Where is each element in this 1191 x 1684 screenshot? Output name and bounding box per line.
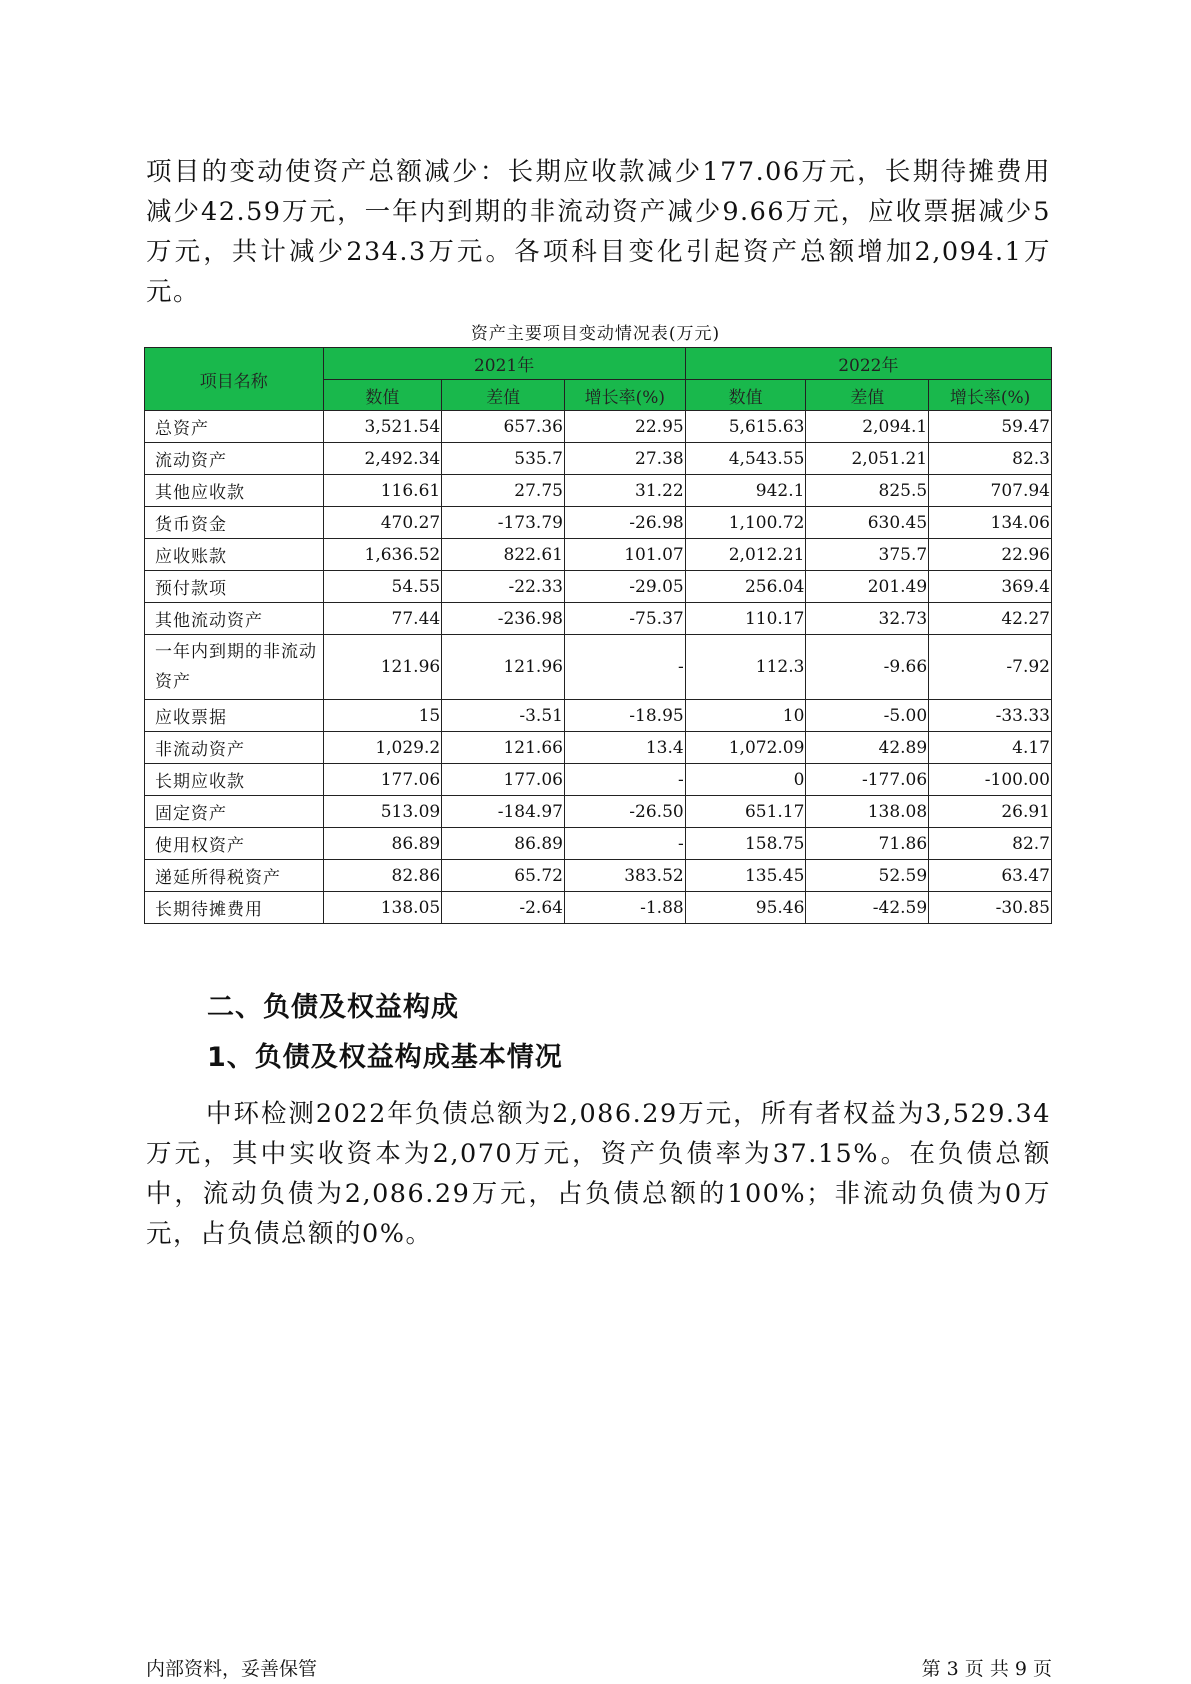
row-item-name: 应收票据 (145, 700, 324, 732)
row-value-cell: -42.59 (806, 892, 929, 924)
row-value-cell: -184.97 (442, 796, 565, 828)
header-growth-2021: 增长率(%) (564, 380, 685, 411)
row-item-name: 其他应收款 (145, 475, 324, 507)
table-row (145, 571, 1052, 603)
row-item-name: 货币资金 (145, 507, 324, 539)
row-value-cell: 71.86 (806, 828, 929, 860)
row-item-name: 其他流动资产 (145, 603, 324, 635)
row-value-cell: 134.06 (929, 507, 1052, 539)
row-value-cell: 1,100.72 (685, 507, 806, 539)
row-value-cell: 513.09 (323, 796, 442, 828)
table-row (145, 700, 1052, 732)
row-value-cell: 651.17 (685, 796, 806, 828)
row-item-name: 使用权资产 (145, 828, 324, 860)
table-row (145, 539, 1052, 571)
row-value-cell: 121.66 (442, 732, 565, 764)
row-value-cell: 1,636.52 (323, 539, 442, 571)
footer-confidential-note: 内部资料，妥善保管 (146, 1658, 318, 1680)
row-item-name: 总资产 (145, 411, 324, 443)
row-value-cell: 59.47 (929, 411, 1052, 443)
row-item-name: 预付款项 (145, 571, 324, 603)
row-value-cell: 138.05 (323, 892, 442, 924)
row-value-cell: 31.22 (564, 475, 685, 507)
row-value-cell: 135.45 (685, 860, 806, 892)
table-row (145, 475, 1052, 507)
row-value-cell: 10 (685, 700, 806, 732)
row-value-cell: 177.06 (323, 764, 442, 796)
row-value-cell: 822.61 (442, 539, 565, 571)
header-year-2021: 2021年 (323, 348, 685, 380)
table-row (145, 732, 1052, 764)
row-value-cell: -26.50 (564, 796, 685, 828)
footer-page-number: 第 3 页 共 9 页 (921, 1658, 1052, 1680)
table-row (145, 507, 1052, 539)
row-value-cell: -2.64 (442, 892, 565, 924)
row-value-cell: 2,492.34 (323, 443, 442, 475)
asset-change-table (144, 347, 1052, 924)
row-value-cell: -100.00 (929, 764, 1052, 796)
row-value-cell: 177.06 (442, 764, 565, 796)
section-heading: 二、负债及权益构成 (207, 992, 459, 1023)
body-paragraph: 中环检测2022年负债总额为2,086.29万元，所有者权益为3,529.34万元，其中实收资本为2,070万元，资产负债率为37.15%。在负债总额中，流动负债为2,086.29万元，占负债总额的100%；非流动负债为0万元，占负债总额的0%。 (146, 1099, 1051, 1249)
row-value-cell: 3,521.54 (323, 411, 442, 443)
row-value-cell: 13.4 (564, 732, 685, 764)
table-row (145, 603, 1052, 635)
row-value-cell: 707.94 (929, 475, 1052, 507)
row-value-cell: -5.00 (806, 700, 929, 732)
row-value-cell: - (564, 764, 685, 796)
row-value-cell: -26.98 (564, 507, 685, 539)
row-value-cell: -30.85 (929, 892, 1052, 924)
intro-paragraph: 项目的变动使资产总额减少：长期应收款减少177.06万元，长期待摊费用减少42.59万元，一年内到期的非流动资产减少9.66万元，应收票据减少5万元，共计减少234.3万元。各项科目变化引起资产总额增加2,094.1万元。 (146, 157, 1051, 307)
table-row (145, 860, 1052, 892)
table-row (145, 443, 1052, 475)
row-value-cell: -75.37 (564, 603, 685, 635)
row-value-cell: 0 (685, 764, 806, 796)
row-value-cell: 1,029.2 (323, 732, 442, 764)
row-item-name: 一年内到期的非流动资产 (145, 635, 324, 700)
row-value-cell: 375.7 (806, 539, 929, 571)
row-value-cell: 2,012.21 (685, 539, 806, 571)
header-growth-2022: 增长率(%) (929, 380, 1052, 411)
row-value-cell: 535.7 (442, 443, 565, 475)
table-row (145, 796, 1052, 828)
row-value-cell: -7.92 (929, 635, 1052, 700)
header-year-2022: 2022年 (685, 348, 1051, 380)
header-diff-2021: 差值 (442, 380, 565, 411)
row-value-cell: 63.47 (929, 860, 1052, 892)
row-value-cell: -9.66 (806, 635, 929, 700)
row-value-cell: 42.27 (929, 603, 1052, 635)
row-value-cell: 27.75 (442, 475, 565, 507)
table-row (145, 411, 1052, 443)
row-value-cell: 121.96 (323, 635, 442, 700)
row-value-cell: -236.98 (442, 603, 565, 635)
sub-heading: 1、负债及权益构成基本情况 (207, 1042, 563, 1073)
row-value-cell: 1,072.09 (685, 732, 806, 764)
row-value-cell: -177.06 (806, 764, 929, 796)
row-value-cell: 42.89 (806, 732, 929, 764)
header-value-2022: 数值 (685, 380, 806, 411)
row-value-cell: 26.91 (929, 796, 1052, 828)
row-value-cell: 86.89 (323, 828, 442, 860)
table-caption: 资产主要项目变动情况表(万元) (470, 324, 721, 344)
row-value-cell: 15 (323, 700, 442, 732)
row-value-cell: 5,615.63 (685, 411, 806, 443)
row-value-cell: 95.46 (685, 892, 806, 924)
row-value-cell: 112.3 (685, 635, 806, 700)
row-value-cell: 4.17 (929, 732, 1052, 764)
row-item-name: 应收账款 (145, 539, 324, 571)
row-value-cell: 657.36 (442, 411, 565, 443)
row-value-cell: 2,051.21 (806, 443, 929, 475)
row-value-cell: -18.95 (564, 700, 685, 732)
row-value-cell: 942.1 (685, 475, 806, 507)
row-item-name: 递延所得税资产 (145, 860, 324, 892)
row-item-name: 长期待摊费用 (145, 892, 324, 924)
row-value-cell: -1.88 (564, 892, 685, 924)
row-value-cell: 121.96 (442, 635, 565, 700)
row-value-cell: 22.95 (564, 411, 685, 443)
table-row (145, 892, 1052, 924)
row-item-name: 固定资产 (145, 796, 324, 828)
row-value-cell: 2,094.1 (806, 411, 929, 443)
header-diff-2022: 差值 (806, 380, 929, 411)
row-value-cell: 101.07 (564, 539, 685, 571)
row-value-cell: 82.3 (929, 443, 1052, 475)
header-item-name: 项目名称 (145, 348, 324, 411)
row-value-cell: 77.44 (323, 603, 442, 635)
row-value-cell: 825.5 (806, 475, 929, 507)
row-value-cell: 22.96 (929, 539, 1052, 571)
row-value-cell: 470.27 (323, 507, 442, 539)
row-value-cell: -3.51 (442, 700, 565, 732)
row-value-cell: 32.73 (806, 603, 929, 635)
row-value-cell: -173.79 (442, 507, 565, 539)
table-row (145, 764, 1052, 796)
row-value-cell: 116.61 (323, 475, 442, 507)
row-item-name: 非流动资产 (145, 732, 324, 764)
row-value-cell: 201.49 (806, 571, 929, 603)
table-body (145, 411, 1052, 924)
row-value-cell: 86.89 (442, 828, 565, 860)
row-item-name: 流动资产 (145, 443, 324, 475)
row-value-cell: 4,543.55 (685, 443, 806, 475)
row-value-cell: - (564, 635, 685, 700)
row-value-cell: 65.72 (442, 860, 565, 892)
row-value-cell: 82.7 (929, 828, 1052, 860)
row-value-cell: 630.45 (806, 507, 929, 539)
row-value-cell: 27.38 (564, 443, 685, 475)
row-value-cell: 138.08 (806, 796, 929, 828)
table-row (145, 828, 1052, 860)
row-value-cell: 158.75 (685, 828, 806, 860)
row-value-cell: 256.04 (685, 571, 806, 603)
row-value-cell: -29.05 (564, 571, 685, 603)
row-value-cell: -22.33 (442, 571, 565, 603)
row-value-cell: 383.52 (564, 860, 685, 892)
header-value-2021: 数值 (323, 380, 442, 411)
row-value-cell: 52.59 (806, 860, 929, 892)
row-value-cell: 110.17 (685, 603, 806, 635)
row-value-cell: 369.4 (929, 571, 1052, 603)
row-item-name: 长期应收款 (145, 764, 324, 796)
row-value-cell: 82.86 (323, 860, 442, 892)
row-value-cell: -33.33 (929, 700, 1052, 732)
table-row (145, 635, 1052, 700)
row-value-cell: 54.55 (323, 571, 442, 603)
row-value-cell: - (564, 828, 685, 860)
